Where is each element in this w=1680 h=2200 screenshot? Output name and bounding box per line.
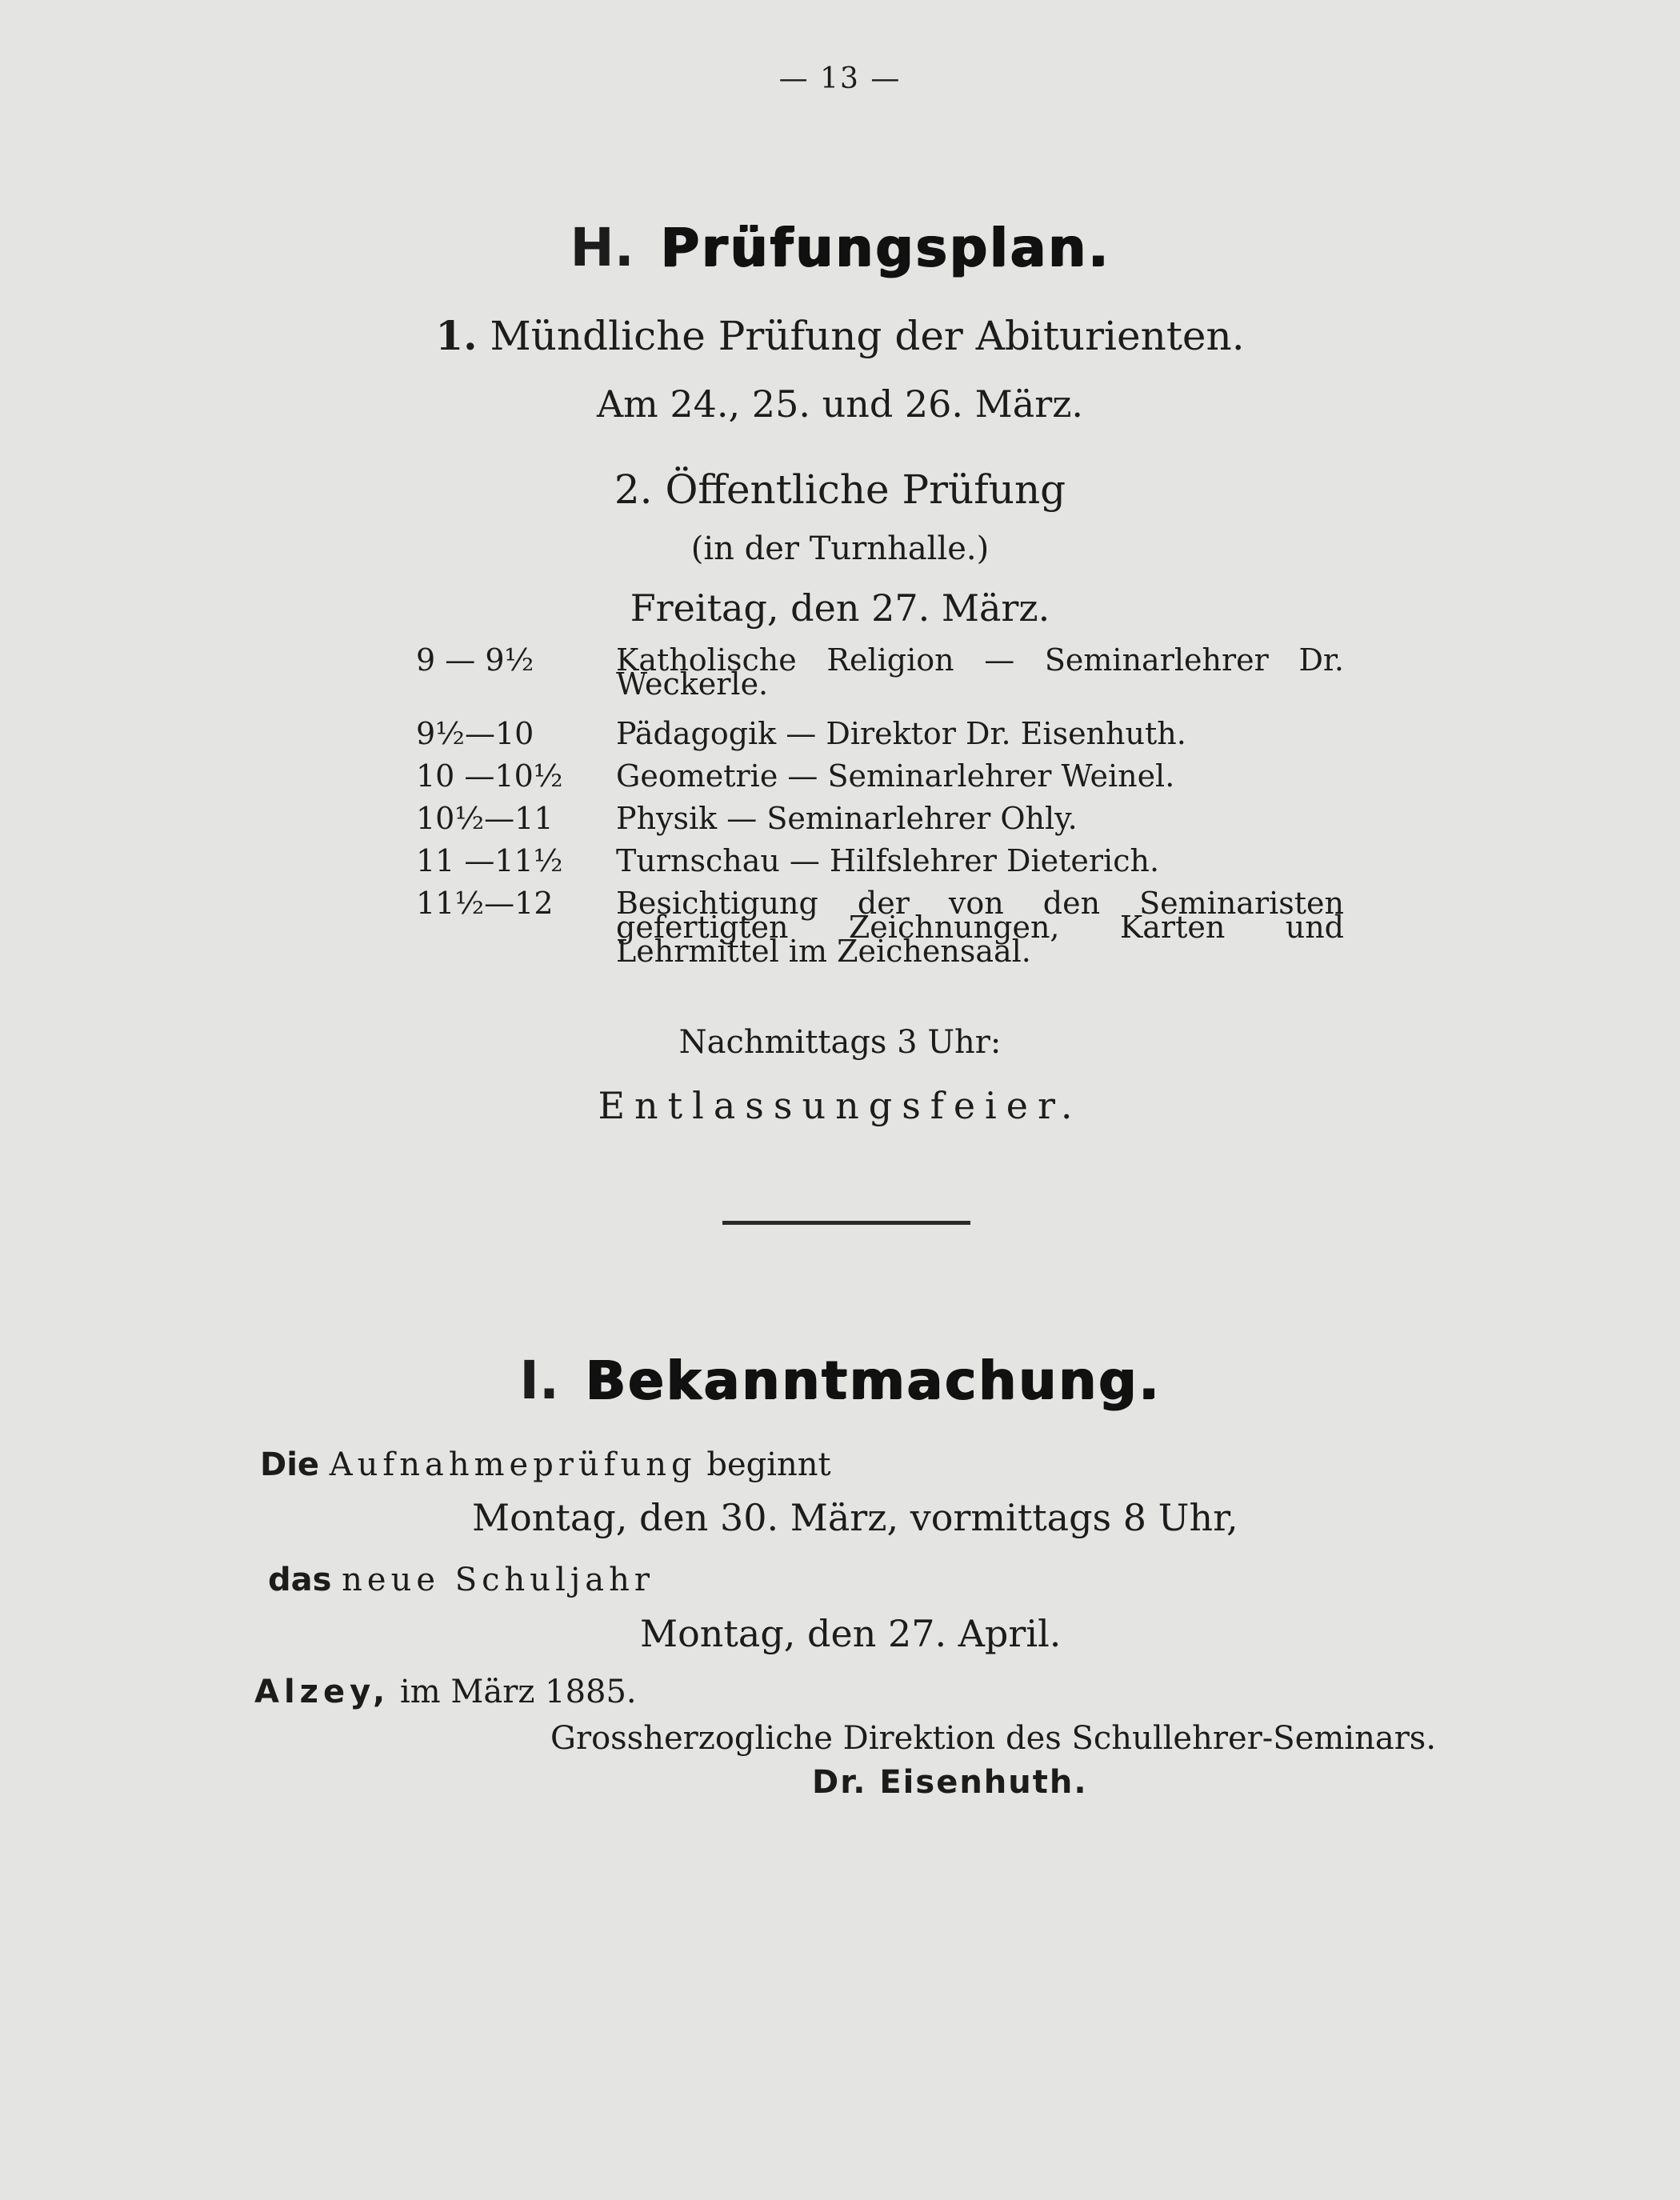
schedule-time: 10 —10½ [416, 758, 563, 794]
item2-heading [0, 466, 1680, 513]
schedule-row [416, 642, 1344, 722]
notice-das: das [268, 1562, 332, 1598]
closing-place-date [254, 1674, 637, 1710]
item1-dates: Am 24., 25. und 26. März. [596, 382, 1084, 426]
schedule-time: 9 — 9½ [416, 642, 534, 678]
section-heading-h [0, 216, 1680, 278]
schedule-text: Geometrie — Seminarlehrer Weinel. [616, 758, 1175, 794]
schedule-text: Turnschau — Hilfslehrer Dieterich. [616, 843, 1160, 878]
schedule-time: 9½—10 [416, 716, 534, 751]
closing-signature: Dr. Eisenhuth. [812, 1764, 1088, 1801]
item1-number: 1. [435, 312, 478, 359]
ceremony-title: Entlassungsfeier. [598, 1084, 1082, 1127]
schedule-time: 11 —11½ [416, 843, 563, 878]
section-title-bekanntmachung: Bekanntmachung. [584, 1350, 1161, 1411]
item1-title: Mündliche Prüfung der Abiturienten. [490, 313, 1245, 359]
item2-title: Öffentliche Prüfung [665, 466, 1066, 513]
closing-date: im März 1885. [399, 1674, 637, 1710]
item2-location: (in der Turnhalle.) [690, 530, 990, 567]
item2-number: 2. [614, 466, 653, 513]
section-letter-i: I. [519, 1350, 559, 1411]
notice-line-3 [268, 1562, 654, 1598]
notice-line-2: Montag, den 30. März, vormittags 8 Uhr, [472, 1496, 1238, 1539]
schedule-text: Physik — Seminarlehrer Ohly. [616, 801, 1078, 836]
notice-neue-schuljahr: neue Schuljahr [342, 1562, 654, 1598]
notice-die: Die [260, 1446, 320, 1483]
notice-beginnt: beginnt [706, 1446, 831, 1483]
page-number: — 13 — [778, 62, 902, 95]
notice-aufnahmepruefung: Aufnahmeprüfung [329, 1446, 697, 1483]
afternoon-time: Nachmittags 3 Uhr: [678, 1024, 1002, 1061]
schedule-text: Besichtigung der von den Seminaristen gefertigten Zeichnungen, Karten und Lehrmittel im Zeichensaal. [616, 886, 1344, 969]
closing-authority: Grossherzogliche Direktion des Schullehrer-Seminars. [550, 1720, 1437, 1757]
exam-schedule [416, 642, 1344, 995]
schedule-time: 11½—12 [416, 886, 554, 921]
section-letter-h: H. [570, 217, 634, 278]
section-heading-i [0, 1349, 1680, 1411]
schedule-text: Pädagogik — Direktor Dr. Eisenhuth. [616, 716, 1186, 751]
schedule-row [416, 886, 1344, 995]
section-divider [722, 1221, 970, 1225]
notice-line-4: Montag, den 27. April. [640, 1612, 1062, 1655]
section-title-pruefungsplan: Prüfungsplan. [659, 217, 1110, 278]
item1-heading [0, 312, 1680, 359]
notice-line-1 [260, 1446, 831, 1483]
item2-day: Freitag, den 27. März. [630, 586, 1050, 630]
schedule-text: Katholische Religion — Seminarlehrer Dr. Weckerle. [616, 642, 1344, 702]
closing-place: Alzey, [254, 1674, 390, 1710]
schedule-time: 10½—11 [416, 801, 554, 836]
